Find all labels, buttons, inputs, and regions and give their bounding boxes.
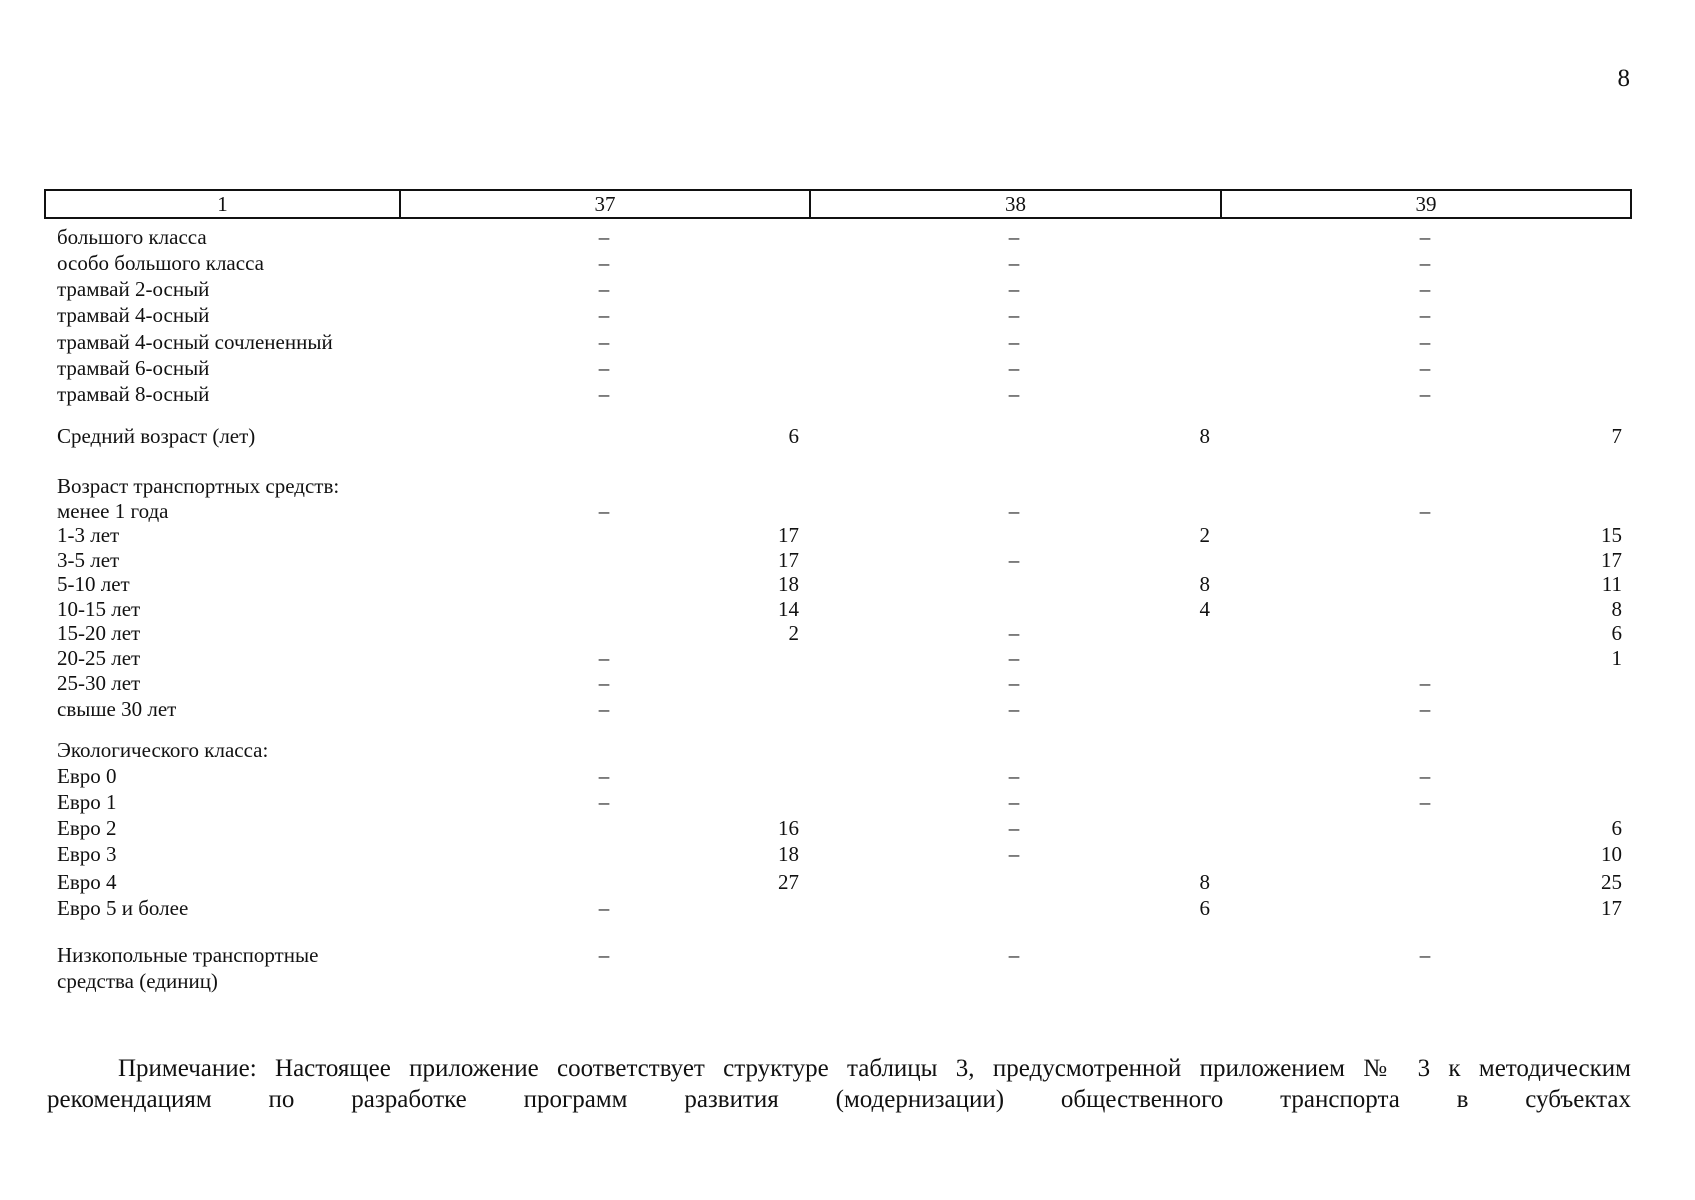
table-row <box>0 224 1695 250</box>
table-row <box>0 302 1695 328</box>
cell-col-39: – <box>1419 303 1431 327</box>
row-label: Евро 0 <box>57 764 117 788</box>
cell-col-37: 2 <box>788 621 799 645</box>
row-label: свыше 30 лет <box>57 697 177 721</box>
table-row <box>0 670 1695 696</box>
cell-col-37: – <box>598 382 610 406</box>
table-row <box>0 355 1695 381</box>
cell-col-37: – <box>598 330 610 354</box>
row-label: средства (единиц) <box>57 969 218 993</box>
table-row <box>0 696 1695 722</box>
row-label: трамвай 4-осный сочлененный <box>57 330 333 354</box>
table-row <box>0 942 1695 968</box>
row-label: менее 1 года <box>57 499 169 523</box>
cell-col-38: – <box>1008 646 1020 670</box>
cell-col-38: – <box>1008 277 1020 301</box>
row-label: Евро 4 <box>57 870 117 894</box>
cell-col-38: 4 <box>1199 597 1210 621</box>
row-label: Евро 2 <box>57 816 117 840</box>
row-label: 25-30 лет <box>57 671 141 695</box>
cell-col-39: – <box>1419 943 1431 967</box>
cell-col-38: 8 <box>1199 424 1210 448</box>
cell-col-38: – <box>1008 943 1020 967</box>
row-label: трамвай 8-осный <box>57 382 210 406</box>
cell-col-37: 17 <box>778 548 799 572</box>
cell-col-38: – <box>1008 251 1020 275</box>
row-label: Средний возраст (лет) <box>57 424 256 448</box>
table-row <box>0 547 1695 573</box>
cell-col-38: – <box>1008 548 1020 572</box>
row-label: Экологического класса: <box>57 738 269 762</box>
cell-col-39: – <box>1419 499 1431 523</box>
table-row <box>0 381 1695 407</box>
row-label: Возраст транспортных средств: <box>57 474 340 498</box>
table-row <box>0 895 1695 921</box>
table-row <box>0 841 1695 867</box>
header-cell-37: 37 <box>399 191 809 217</box>
row-label: 10-15 лет <box>57 597 141 621</box>
cell-col-37: – <box>598 646 610 670</box>
row-label: 15-20 лет <box>57 621 141 645</box>
cell-col-39: 11 <box>1601 572 1622 596</box>
cell-col-39: – <box>1419 330 1431 354</box>
cell-col-39: – <box>1419 382 1431 406</box>
cell-col-38: – <box>1008 330 1020 354</box>
row-label: 20-25 лет <box>57 646 141 670</box>
cell-col-39: 10 <box>1601 842 1622 866</box>
table-header-row <box>44 189 1632 219</box>
row-label: 1-3 лет <box>57 523 120 547</box>
table-row <box>0 329 1695 355</box>
row-label: трамвай 2-осный <box>57 277 210 301</box>
cell-col-39: 7 <box>1611 424 1622 448</box>
row-label: 5-10 лет <box>57 572 130 596</box>
cell-col-37: 17 <box>778 523 799 547</box>
cell-col-39: – <box>1419 251 1431 275</box>
cell-col-39: 6 <box>1611 621 1622 645</box>
cell-col-38: – <box>1008 303 1020 327</box>
cell-col-37: 18 <box>778 572 799 596</box>
cell-col-38: – <box>1008 816 1020 840</box>
cell-col-37: – <box>598 499 610 523</box>
cell-col-39: 17 <box>1601 548 1622 572</box>
table-row <box>0 737 1695 763</box>
page-number: 8 <box>1617 65 1630 92</box>
row-label: трамвай 6-осный <box>57 356 210 380</box>
header-cell-1: 1 <box>217 191 228 216</box>
cell-col-37: 27 <box>778 870 799 894</box>
cell-col-38: – <box>1008 790 1020 814</box>
cell-col-38: – <box>1008 621 1020 645</box>
cell-col-37: 14 <box>778 597 799 621</box>
cell-col-39: 8 <box>1611 597 1622 621</box>
cell-col-38: – <box>1008 225 1020 249</box>
row-label: трамвай 4-осный <box>57 303 210 327</box>
cell-col-37: 18 <box>778 842 799 866</box>
cell-col-39: 1 <box>1611 646 1622 670</box>
cell-col-38: 8 <box>1199 870 1210 894</box>
row-label: 3-5 лет <box>57 548 120 572</box>
cell-col-37: – <box>598 790 610 814</box>
table-row <box>0 250 1695 276</box>
table-row <box>0 473 1695 499</box>
row-label: Низкопольные транспортные <box>57 943 319 967</box>
cell-col-37: – <box>598 225 610 249</box>
cell-col-39: 6 <box>1611 816 1622 840</box>
cell-col-37: 6 <box>788 424 799 448</box>
cell-col-37: – <box>598 671 610 695</box>
table-row <box>0 869 1695 895</box>
cell-col-37: – <box>598 764 610 788</box>
cell-col-38: – <box>1008 671 1020 695</box>
cell-col-39: – <box>1419 697 1431 721</box>
cell-col-39: – <box>1419 356 1431 380</box>
cell-col-39: – <box>1419 225 1431 249</box>
cell-col-38: – <box>1008 697 1020 721</box>
cell-col-39: 15 <box>1601 523 1622 547</box>
cell-col-37: – <box>598 697 610 721</box>
table-row <box>0 815 1695 841</box>
table-row <box>0 571 1695 597</box>
cell-col-39: – <box>1419 277 1431 301</box>
cell-col-39: – <box>1419 671 1431 695</box>
footnote-text: Примечание: Настоящее приложение соответствует структуре таблицы 3, предусмотренной приложением № 3 к методическим рекомендациям по разработке программ развития (модернизации) общественного транспорта в субъектах <box>47 1055 1631 1113</box>
cell-col-37: 16 <box>778 816 799 840</box>
row-label: большого класса <box>57 225 207 249</box>
cell-col-38: 2 <box>1199 523 1210 547</box>
row-label: особо большого класса <box>57 251 264 275</box>
row-label: Евро 1 <box>57 790 117 814</box>
cell-col-38: – <box>1008 382 1020 406</box>
table-row <box>0 522 1695 548</box>
cell-col-38: – <box>1008 499 1020 523</box>
header-cell-39: 39 <box>1220 191 1630 217</box>
cell-col-38: 6 <box>1199 896 1210 920</box>
header-cell-38: 38 <box>809 191 1220 217</box>
cell-col-37: – <box>598 277 610 301</box>
table-row <box>0 423 1695 449</box>
cell-col-38: – <box>1008 842 1020 866</box>
table-row <box>0 276 1695 302</box>
table-row <box>0 596 1695 622</box>
cell-col-38: 8 <box>1199 572 1210 596</box>
cell-col-37: – <box>598 303 610 327</box>
cell-col-39: 17 <box>1601 896 1622 920</box>
row-label: Евро 5 и более <box>57 896 189 920</box>
cell-col-39: – <box>1419 764 1431 788</box>
cell-col-38: – <box>1008 356 1020 380</box>
table-row <box>0 498 1695 524</box>
table-row <box>0 620 1695 646</box>
row-label: Евро 3 <box>57 842 117 866</box>
cell-col-39: 25 <box>1601 870 1622 894</box>
table-row <box>0 789 1695 815</box>
table-row <box>0 968 1695 994</box>
cell-col-37: – <box>598 943 610 967</box>
cell-col-37: – <box>598 356 610 380</box>
cell-col-39: – <box>1419 790 1431 814</box>
cell-col-37: – <box>598 251 610 275</box>
cell-col-37: – <box>598 896 610 920</box>
table-row <box>0 763 1695 789</box>
cell-col-38: – <box>1008 764 1020 788</box>
table-row <box>0 645 1695 671</box>
